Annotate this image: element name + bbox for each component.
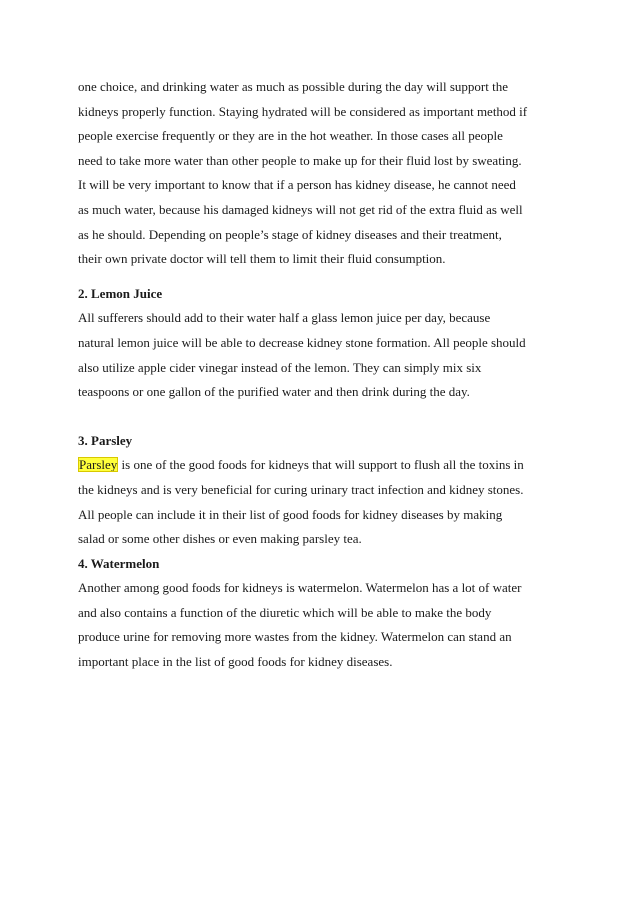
highlighted-word: Parsley: [79, 457, 118, 473]
body-line: and also contains a function of the diuretic which will be able to make the body: [78, 604, 492, 620]
body-line: teaspoons or one gallon of the purified water and then drink during the day.: [78, 384, 470, 400]
body-line: salad or some other dishes or even making parsley tea.: [78, 531, 362, 547]
body-line: important place in the list of good foods for kidney diseases.: [78, 654, 393, 670]
body-line-rest: is one of the good foods for kidneys that will support to flush all the toxins in: [118, 457, 524, 473]
section-heading: 2. Lemon Juice: [78, 285, 163, 301]
section-heading: 4. Watermelon: [78, 555, 160, 571]
body-line: natural lemon juice will be able to decrease kidney stone formation. All people should: [78, 334, 526, 350]
body-line: the kidneys and is very beneficial for curing urinary tract infection and kidney stones.: [78, 481, 524, 497]
intro-line: kidneys properly function. Staying hydrated will be considered as important method if: [78, 103, 528, 119]
body-line: Another among good foods for kidneys is watermelon. Watermelon has a lot of water: [78, 580, 522, 596]
intro-line: as much water, because his damaged kidneys will not get rid of the extra fluid as well: [78, 201, 523, 217]
intro-paragraph: [78, 75, 568, 272]
intro-line: need to take more water than other people to make up for their fluid lost by sweating.: [78, 152, 522, 168]
watermelon-section: [78, 552, 568, 675]
document-page: [78, 75, 568, 675]
section-heading: 3. Parsley: [78, 432, 133, 448]
intro-line: their own private doctor will tell them to limit their fluid consumption.: [78, 251, 446, 267]
intro-line: as he should. Depending on people’s stage of kidney diseases and their treatment,: [78, 226, 502, 242]
body-line: produce urine for removing more wastes from the kidney. Watermelon can stand an: [78, 629, 512, 645]
body-line: All sufferers should add to their water half a glass lemon juice per day, because: [78, 310, 491, 326]
intro-line: people exercise frequently or they are in the hot weather. In those cases all people: [78, 128, 503, 144]
body-line: [78, 453, 568, 478]
parsley-section: [78, 429, 568, 552]
body-line: All people can include it in their list of good foods for kidney diseases by making: [78, 506, 503, 522]
intro-line: one choice, and drinking water as much as possible during the day will support the: [78, 79, 508, 94]
lemon-juice-section: [78, 282, 568, 405]
intro-line: It will be very important to know that if a person has kidney disease, he cannot need: [78, 177, 516, 193]
body-line: also utilize apple cider vinegar instead of the lemon. They can simply mix six: [78, 359, 482, 375]
